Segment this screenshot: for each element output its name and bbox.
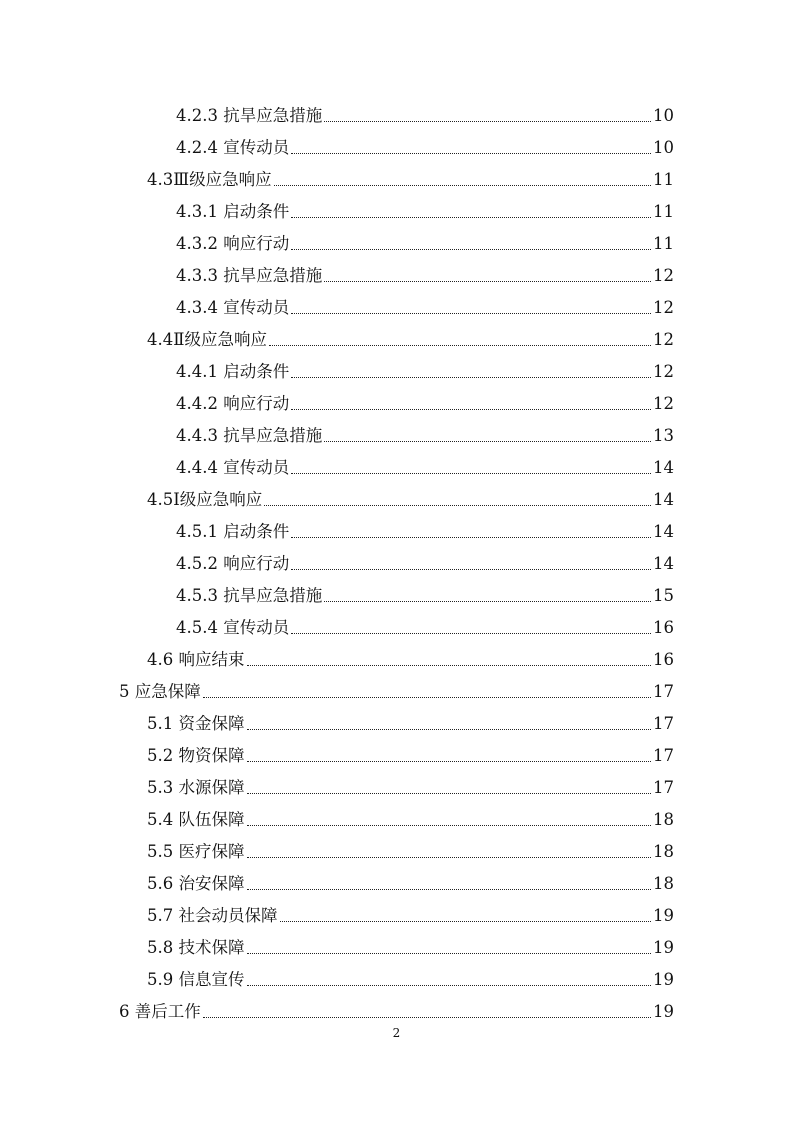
toc-entry-title: 4.4.2 响应行动 [176,393,290,413]
toc-entry-page: 12 [653,297,674,317]
dot-leader [324,441,651,442]
toc-entry-page: 12 [653,329,674,349]
toc-entry[interactable] [0,580,793,612]
dot-leader [291,473,651,474]
toc-entry[interactable] [0,868,793,900]
dot-leader [291,153,651,154]
toc-entry[interactable] [0,676,793,708]
dot-leader [247,985,652,986]
toc-entry[interactable] [0,196,793,228]
toc-entry[interactable] [0,772,793,804]
dot-leader [291,217,651,218]
dot-leader [247,857,652,858]
toc-entry-title: 4.3.3 抗旱应急措施 [176,265,323,285]
toc-entry-title: 4.5.2 响应行动 [176,553,290,573]
toc-entry[interactable] [0,516,793,548]
dot-leader [247,761,652,762]
dot-leader [291,409,651,410]
toc-entry[interactable] [0,644,793,676]
toc-entry[interactable] [0,900,793,932]
toc-entry-title: 4.2.3 抗旱应急措施 [176,105,323,125]
toc-entry[interactable] [0,452,793,484]
toc-entry[interactable] [0,612,793,644]
toc-entry[interactable] [0,164,793,196]
toc-entry-page: 15 [653,585,674,605]
toc-entry-page: 19 [653,905,674,925]
dot-leader [264,505,651,506]
toc-entry-title: 4.3.4 宣传动员 [176,297,290,317]
toc-entry-title: 4.5.3 抗旱应急措施 [176,585,323,605]
toc-entry[interactable] [0,740,793,772]
toc-entry[interactable] [0,708,793,740]
toc-entry-title: 5.1 资金保障 [147,713,245,733]
toc-entry[interactable] [0,260,793,292]
dot-leader [291,313,651,314]
toc-entry[interactable] [0,324,793,356]
toc-entry-title: 4.5.1 启动条件 [176,521,290,541]
toc-entry-title: 5.7 社会动员保障 [147,905,278,925]
toc-entry-page: 16 [653,649,674,669]
dot-leader [247,729,652,730]
toc-entry-page: 13 [653,425,674,445]
toc-entry-title: 5 应急保障 [119,681,201,701]
toc-entry-title: 4.4.1 启动条件 [176,361,290,381]
toc-entry-page: 18 [653,873,674,893]
dot-leader [269,345,651,346]
dot-leader [291,569,651,570]
toc-entry[interactable] [0,548,793,580]
toc-entry-page: 12 [653,361,674,381]
toc-entry-page: 16 [653,617,674,637]
toc-entry-page: 19 [653,969,674,989]
toc-entry-title: 4.5Ⅰ级应急响应 [147,489,263,509]
dot-leader [247,665,652,666]
dot-leader [203,697,651,698]
toc-entry[interactable] [0,964,793,996]
toc-entry-title: 5.3 水源保障 [147,777,245,797]
toc-entry[interactable] [0,484,793,516]
toc-entry-title: 4.4Ⅱ级应急响应 [147,329,267,349]
dot-leader [291,377,651,378]
toc-entry-page: 10 [653,105,674,125]
toc-entry-title: 4.6 响应结束 [147,649,245,669]
toc-entry[interactable] [0,356,793,388]
dot-leader [280,921,652,922]
toc-entry-title: 5.9 信息宣传 [147,969,245,989]
toc-entry-title: 5.5 医疗保障 [147,841,245,861]
toc-entry-page: 17 [653,745,674,765]
dot-leader [247,953,652,954]
toc-entry-title: 4.5.4 宣传动员 [176,617,290,637]
toc-entry-title: 4.4.3 抗旱应急措施 [176,425,323,445]
toc-entry[interactable] [0,228,793,260]
page-number: 2 [392,1026,401,1040]
table-of-contents [0,100,793,1028]
toc-entry-title: 4.4.4 宣传动员 [176,457,290,477]
toc-entry-page: 12 [653,265,674,285]
toc-entry-title: 4.3Ⅲ级应急响应 [147,169,272,189]
dot-leader [324,281,651,282]
toc-entry-title: 4.3.2 响应行动 [176,233,290,253]
toc-entry-page: 17 [653,713,674,733]
toc-entry-title: 5.6 治安保障 [147,873,245,893]
dot-leader [291,633,651,634]
toc-entry-title: 5.2 物资保障 [147,745,245,765]
toc-entry-page: 11 [653,233,674,253]
toc-entry-page: 10 [653,137,674,157]
toc-entry[interactable] [0,292,793,324]
toc-entry-page: 17 [653,777,674,797]
toc-entry-page: 19 [653,937,674,957]
dot-leader [203,1017,651,1018]
dot-leader [324,121,651,122]
toc-entry-page: 14 [653,521,674,541]
toc-entry-page: 18 [653,841,674,861]
toc-entry-page: 14 [653,457,674,477]
toc-entry[interactable] [0,388,793,420]
toc-entry-page: 17 [653,681,674,701]
dot-leader [274,185,651,186]
dot-leader [247,889,652,890]
toc-entry-page: 11 [653,169,674,189]
toc-entry[interactable] [0,932,793,964]
toc-entry[interactable] [0,804,793,836]
toc-entry-title: 5.4 队伍保障 [147,809,245,829]
dot-leader [291,249,651,250]
toc-entry-page: 12 [653,393,674,413]
toc-entry[interactable] [0,996,793,1028]
toc-entry-title: 4.2.4 宣传动员 [176,137,290,157]
toc-entry-page: 19 [653,1001,674,1021]
toc-entry-title: 4.3.1 启动条件 [176,201,290,221]
toc-entry[interactable] [0,132,793,164]
toc-entry-title: 6 善后工作 [119,1001,201,1021]
dot-leader [291,537,651,538]
toc-entry-page: 18 [653,809,674,829]
toc-entry-page: 11 [653,201,674,221]
toc-entry[interactable] [0,100,793,132]
dot-leader [324,601,651,602]
toc-entry[interactable] [0,420,793,452]
toc-entry-title: 5.8 技术保障 [147,937,245,957]
toc-entry[interactable] [0,836,793,868]
toc-entry-page: 14 [653,489,674,509]
dot-leader [247,793,652,794]
toc-entry-page: 14 [653,553,674,573]
dot-leader [247,825,652,826]
